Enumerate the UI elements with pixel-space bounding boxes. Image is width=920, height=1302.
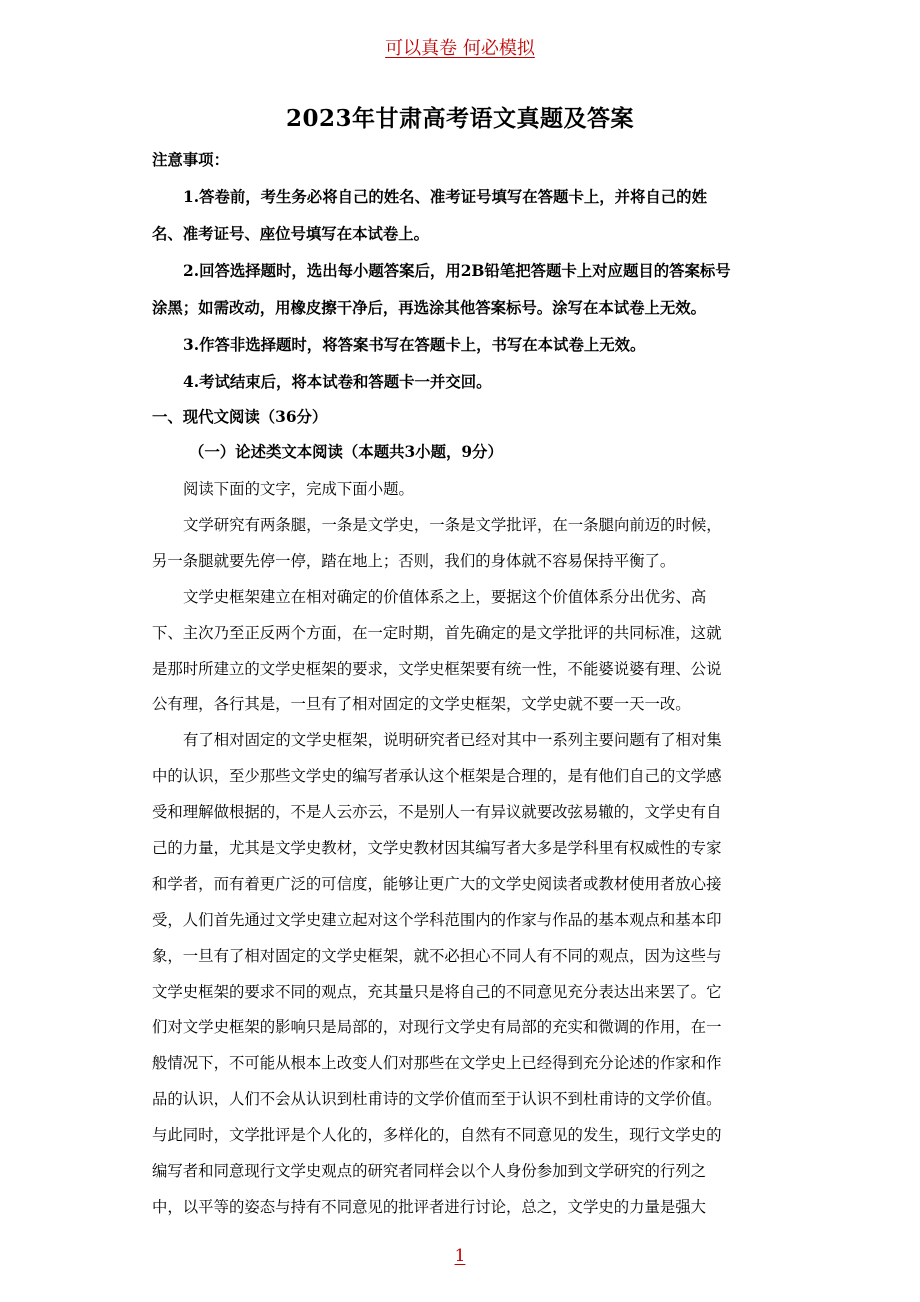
document-body bbox=[152, 142, 772, 1226]
passage-line: 和学者，而有着更广泛的可信度，能够让更广大的文学史阅读者或教材使用者放心接 bbox=[152, 874, 722, 893]
header-slogan-link[interactable] bbox=[0, 34, 920, 60]
passage-line: 编写者和同意现行文学史观点的研究者同样会以个人身份参加到文学研究的行列之 bbox=[152, 1162, 707, 1181]
notice-item-3: 3.作答非选择题时，将答案书写在答题卡上，书写在本试卷上无效。 bbox=[183, 336, 646, 354]
passage-line: 另一条腿就要先停一停，踏在地上；否则，我们的身体就不容易保持平衡了。 bbox=[152, 551, 676, 570]
notice-item-2-line-1: 2.回答选择题时，选出每小题答案后，用2B铅笔把答题卡上对应题目的答案标号 bbox=[183, 262, 731, 280]
passage-line: 象，一旦有了相对固定的文学史框架，就不必担心不同人有不同的观点，因为这些与 bbox=[152, 946, 722, 965]
passage-line: 们对文学史框架的影响只是局部的，对现行文学史有局部的充实和微调的作用，在一 bbox=[152, 1018, 722, 1037]
passage-line: 中，以平等的姿态与持有不同意见的批评者进行讨论，总之，文学史的力量是强大 bbox=[152, 1197, 707, 1216]
passage-line: 下、主次乃至正反两个方面，在一定时期，首先确定的是文学批评的共同标准，这就 bbox=[152, 623, 722, 642]
passage-line: 中的认识，至少那些文学史的编写者承认这个框架是合理的，是有他们自己的文学感 bbox=[152, 767, 722, 786]
notice-item-2-line-2: 涂黑；如需改动，用橡皮擦干净后，再选涂其他答案标号。涂写在本试卷上无效。 bbox=[152, 299, 707, 317]
section-heading: 一、现代文阅读（36分） bbox=[152, 408, 328, 426]
passage-line: 公有理，各行其是，一旦有了相对固定的文学史框架，文学史就不要一天一改。 bbox=[152, 695, 691, 714]
passage-line: 有了相对固定的文学史框架，说明研究者已经对其中一系列主要问题有了相对集 bbox=[183, 731, 722, 750]
passage-line: 受和理解做根据的，不是人云亦云，不是别人一有异议就要改弦易辙的，文学史有自 bbox=[152, 803, 722, 822]
notice-item-4: 4.考试结束后，将本试卷和答题卡一并交回。 bbox=[183, 373, 492, 391]
page-number bbox=[0, 1246, 920, 1266]
page-title: 2023年甘肃高考语文真题及答案 bbox=[285, 105, 634, 132]
notice-item-1-line-2: 名、准考证号、座位号填写在本试卷上。 bbox=[152, 225, 430, 243]
passage-line: 品的认识，人们不会从认识到杜甫诗的文学价值而至于认识不到杜甫诗的文学价值。 bbox=[152, 1090, 722, 1109]
passage-line: 与此同时，文学批评是个人化的，多样化的，自然有不同意见的发生，现行文学史的 bbox=[152, 1126, 722, 1145]
passage-line: 是那时所建立的文学史框架的要求，文学史框架要有统一性，不能婆说婆有理、公说 bbox=[152, 659, 722, 678]
passage bbox=[152, 508, 772, 1226]
passage-line: 受，人们首先通过文学史建立起对这个学科范围内的作家与作品的基本观点和基本印 bbox=[152, 910, 722, 929]
notice-item-1-line-1: 1.答卷前，考生务必将自己的姓名、准考证号填写在答题卡上，并将自己的姓 bbox=[183, 188, 707, 206]
passage-line: 文学史框架建立在相对确定的价值体系之上，要据这个价值体系分出优劣、高 bbox=[183, 587, 707, 606]
page-number-text: 1 bbox=[454, 1246, 466, 1266]
passage-line: 文学研究有两条腿，一条是文学史，一条是文学批评，在一条腿向前迈的时候， bbox=[183, 516, 722, 534]
header-slogan-text[interactable]: 可以真卷 何必模拟 bbox=[385, 38, 535, 59]
reading-instruction: 阅读下面的文字，完成下面小题。 bbox=[183, 480, 414, 498]
passage-line: 般情况下，不可能从根本上改变人们对那些在文学史上已经得到充分论述的作家和作 bbox=[152, 1054, 722, 1073]
notice-heading: 注意事项： bbox=[152, 151, 229, 169]
passage-line: 文学史框架的要求不同的观点，充其量只是将自己的不同意见充分表达出来罢了。它 bbox=[152, 982, 722, 1001]
section-subheading: （一）论述类文本阅读（本题共3小题，9分） bbox=[189, 443, 503, 461]
passage-line: 己的力量，尤其是文学史教材，文学史教材因其编写者大多是学科里有权威性的专家 bbox=[152, 839, 722, 858]
